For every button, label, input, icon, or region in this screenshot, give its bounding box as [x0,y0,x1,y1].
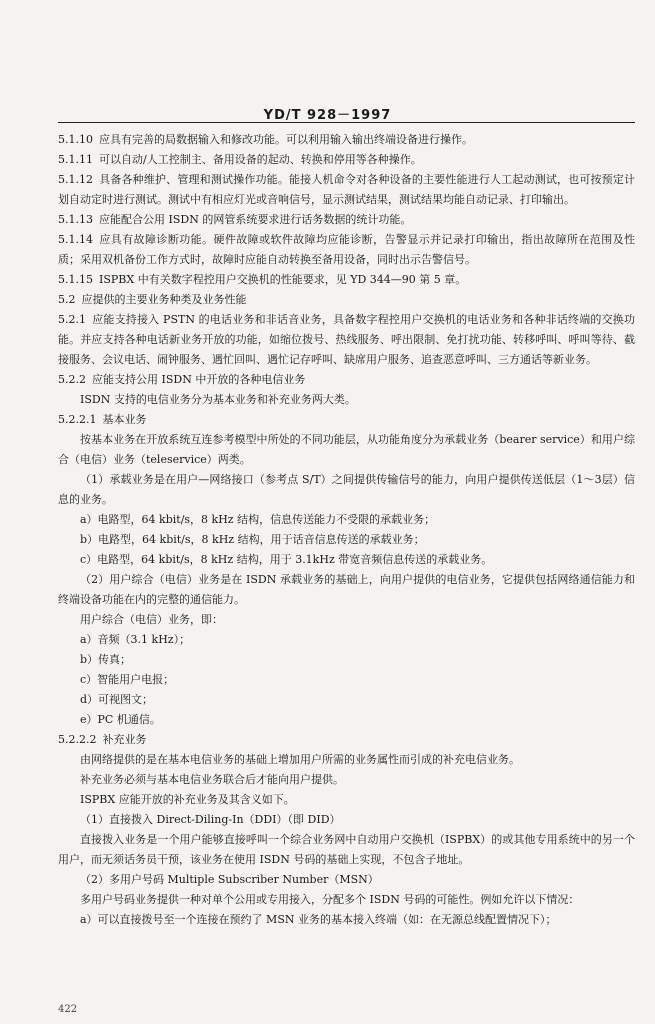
clause-paragraph [58,770,635,790]
clause-paragraph [58,150,635,170]
clause-text: 具备各种维护、管理和测试操作功能。能接人机命令对各种设备的主要性能进行人工起动测试，也可按预定计划自动定时进行测试。测试中有相应灯光或音响信号，显示测试结果，测试结果均能自动记录、打印输出。 [58,173,635,206]
clause-paragraph [58,130,635,150]
clause-text: a）可以直接拨号至一个连接在预约了 MSN 业务的基本接入终端（如：在无源总线配置情况下）； [80,913,557,926]
clause-paragraph [58,210,635,230]
clause-text: a）电路型，64 kbit/s，8 kHz 结构，信息传送能力不受限的承载业务； [80,513,436,526]
clause-paragraph [58,270,635,290]
clause-text: （1）直接拨入 Direct-Diling-In（DDI）（即 DID） [80,813,341,826]
clause-number: 5.2 [58,293,76,306]
clause-paragraph [58,790,635,810]
clause-text: 应具有故障诊断功能。硬件故障或软件故障均应能诊断，告警显示并记录打印输出，指出故障所在范围及性质；采用双机备份工作方式时，故障时应能自动转换至备用设备，同时出示告警信号。 [58,233,635,266]
header-rule [58,122,635,123]
clause-number: 5.2.2.1 [58,413,97,426]
clause-paragraph [58,730,635,750]
clause-paragraph [58,550,635,570]
document-header: YD/T 928－1997 [263,108,392,123]
clause-paragraph [58,630,635,650]
clause-paragraph [58,430,635,470]
clause-paragraph [58,690,635,710]
clause-paragraph [58,230,635,270]
clause-paragraph [58,410,635,430]
clause-text: 多用户号码业务提供一种对单个公用或专用接入，分配多个 ISDN 号码的可能性。例如允许以下情况： [80,893,580,906]
clause-paragraph [58,710,635,730]
clause-text: a）音频（3.1 kHz）； [80,633,191,646]
clause-paragraph [58,370,635,390]
clause-text: 基本业务 [102,413,147,426]
clause-text: 由网络提供的是在基本电信业务的基础上增加用户所需的业务属性而引成的补充电信业务。 [80,753,520,766]
clause-text: 应具有完善的局数据输入和修改功能。可以利用输入输出终端设备进行操作。 [99,133,473,146]
clause-text: ISPBX 应能开放的补充业务及其含义如下。 [80,793,295,806]
clause-number: 5.1.10 [58,133,93,146]
clause-number: 5.1.11 [58,153,93,166]
clause-text: d）可视图文； [80,693,154,706]
clause-number: 5.2.1 [58,313,86,326]
clause-text: （2）用户综合（电信）业务是在 ISDN 承载业务的基础上，向用户提供的电信业务，它提供包括网络通信能力和终端设备功能在内的完整的通信能力。 [58,573,635,606]
clause-paragraph [58,870,635,890]
clause-paragraph [58,810,635,830]
clause-text: 直接拨入业务是一个用户能够直接呼叫一个综合业务网中自动用户交换机（ISPBX）的或其他专用系统中的另一个用户，而无须话务员干预，该业务在使用 ISDN 号码的基础上实现，不包含子地址。 [58,833,635,866]
clause-paragraph [58,650,635,670]
clause-number: 5.1.13 [58,213,93,226]
clause-paragraph [58,830,635,870]
clause-text: 应提供的主要业务种类及业务性能 [81,293,247,306]
page-number: 422 [58,1004,78,1015]
clause-paragraph [58,890,635,910]
clause-number: 5.1.15 [58,273,93,286]
clause-text: 应能支持接入 PSTN 的电话业务和非话音业务，具备数字程控用户交换机的电话业务和各种非话终端的交换功能。并应支持各种电话新业务开放的功能，如缩位拨号、热线服务、呼出限制、免打扰功能、转移呼叫、呼叫等待、截接服务、会议电话、闹钟服务、遇忙回叫、遇忙记存呼叫、缺席用户服务、追查恶意呼叫、三方通话等新业务。 [58,313,635,366]
clause-text: c）智能用户电报； [80,673,175,686]
clause-text: b）电路型，64 kbit/s，8 kHz 结构，用于话音信息传送的承载业务； [80,533,425,546]
clause-text: 可以自动/人工控制主、备用设备的起动、转换和停用等各种操作。 [99,153,422,166]
clause-paragraph [58,750,635,770]
clause-text: 按基本业务在开放系统互连参考模型中所处的不同功能层，从功能角度分为承载业务（bearer service）和用户综合（电信）业务（teleservice）两类。 [58,433,635,466]
clause-paragraph [58,170,635,210]
clause-paragraph [58,610,635,630]
clause-text: 补充业务 [102,733,147,746]
clause-text: 用户综合（电信）业务，即： [80,613,223,626]
clause-text: 补充业务必须与基本电信业务联合后才能向用户提供。 [80,773,344,786]
clause-paragraph [58,910,635,930]
clause-paragraph [58,290,635,310]
clause-text: ISPBX 中有关数字程控用户交换机的性能要求，见 YD 344—90 第 5 章。 [99,273,467,286]
clause-text: 应能配合公用 ISDN 的网管系统要求进行话务数据的统计功能。 [99,213,412,226]
clause-paragraph [58,570,635,610]
clause-text: ISDN 支持的电信业务分为基本业务和补充业务两大类。 [80,393,356,406]
clause-paragraph [58,390,635,410]
clause-text: c）电路型，64 kbit/s，8 kHz 结构，用于 3.1kHz 带宽音频信息传送的承载业务。 [80,553,493,566]
clause-paragraph [58,470,635,510]
document-body [58,130,635,930]
clause-paragraph [58,670,635,690]
clause-paragraph [58,310,635,370]
clause-number: 5.2.2 [58,373,86,386]
clause-text: 应能支持公用 ISDN 中开放的各种电信业务 [92,373,306,386]
clause-number: 5.1.12 [58,173,93,186]
clause-paragraph [58,510,635,530]
clause-text: e）PC 机通信。 [80,713,161,726]
clause-text: （1）承载业务是在用户—网络接口（参考点 S/T）之间提供传输信号的能力，向用户提供传送低层（1～3层）信息的业务。 [58,473,635,506]
clause-number: 5.2.2.2 [58,733,97,746]
clause-paragraph [58,530,635,550]
clause-text: b）传真； [80,653,132,666]
clause-text: （2）多用户号码 Multiple Subscriber Number（MSN） [80,873,379,886]
clause-number: 5.1.14 [58,233,93,246]
